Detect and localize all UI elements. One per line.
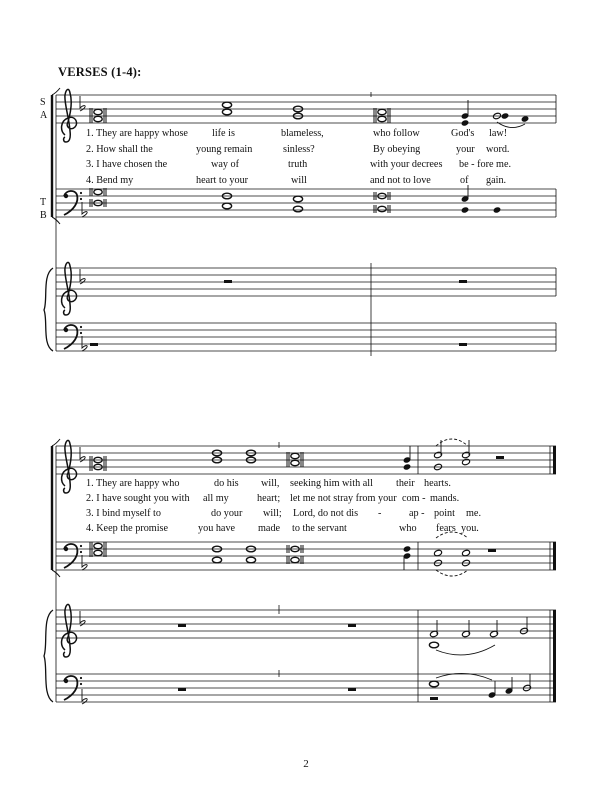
lyric: all my [203,493,229,504]
lyric: your [456,144,475,155]
lyric: life is [212,128,235,139]
lyric: 1. They are happy whose [86,128,188,139]
lyric: sinless? [283,144,315,155]
lyric: with your decrees [370,159,443,170]
bass-label: B [40,210,47,221]
lyric: me. [466,508,481,519]
lyric: who follow [373,128,420,139]
lyric: will [291,175,307,186]
soprano-label: S [40,97,46,108]
lyric: seeking him with all [290,478,373,489]
lyric: Lord, do not dis [293,508,359,519]
section-heading: VERSES (1-4): [58,65,142,79]
lyric: will, [261,478,280,489]
lyric: heart; [257,493,281,504]
lyric: you. [461,523,479,534]
lyric: fears [436,523,456,534]
lyric: 2. How shall the [86,144,153,155]
lyric: their [396,478,415,489]
lyric: do your [211,508,243,519]
lyric: hearts. [424,478,451,489]
page-number: 2 [303,758,309,770]
tenor-label: T [40,197,47,208]
lyric: will; [263,508,282,519]
lyric: 3. I have chosen the [86,159,168,170]
lyric: 2. I have sought you with [86,493,190,504]
lyric: you have [198,523,236,534]
lyric: do his [214,478,239,489]
lyric: point [434,508,455,519]
lyric: 1. They are happy who [86,478,180,489]
lyric: heart to your [196,175,249,186]
lyric: word. [486,144,510,155]
lyric: 4. Keep the promise [86,523,169,534]
lyric: mands. [430,493,460,504]
lyric: By obeying [373,144,421,155]
lyric: blameless, [281,128,324,139]
lyric: truth [288,159,308,170]
lyric: to the servant [292,523,347,534]
alto-label: A [40,110,48,121]
lyric: 4. Bend my [86,175,134,186]
lyric: and not to love [370,175,431,186]
lyric: let me not stray from your [290,493,397,504]
lyric: young remain [196,144,253,155]
lyric: 3. I bind myself to [86,508,161,519]
lyric: made [258,523,281,534]
lyric: law! [489,128,508,139]
lyric: who [399,523,417,534]
lyric: be - fore me. [459,159,512,170]
lyric: com - [402,493,426,504]
lyric: God's [451,128,475,139]
lyric: ap - [409,508,425,519]
lyric: - [378,508,382,519]
lyric: way of [211,159,240,170]
lyric: gain. [486,175,507,186]
lyric: of [460,175,469,186]
